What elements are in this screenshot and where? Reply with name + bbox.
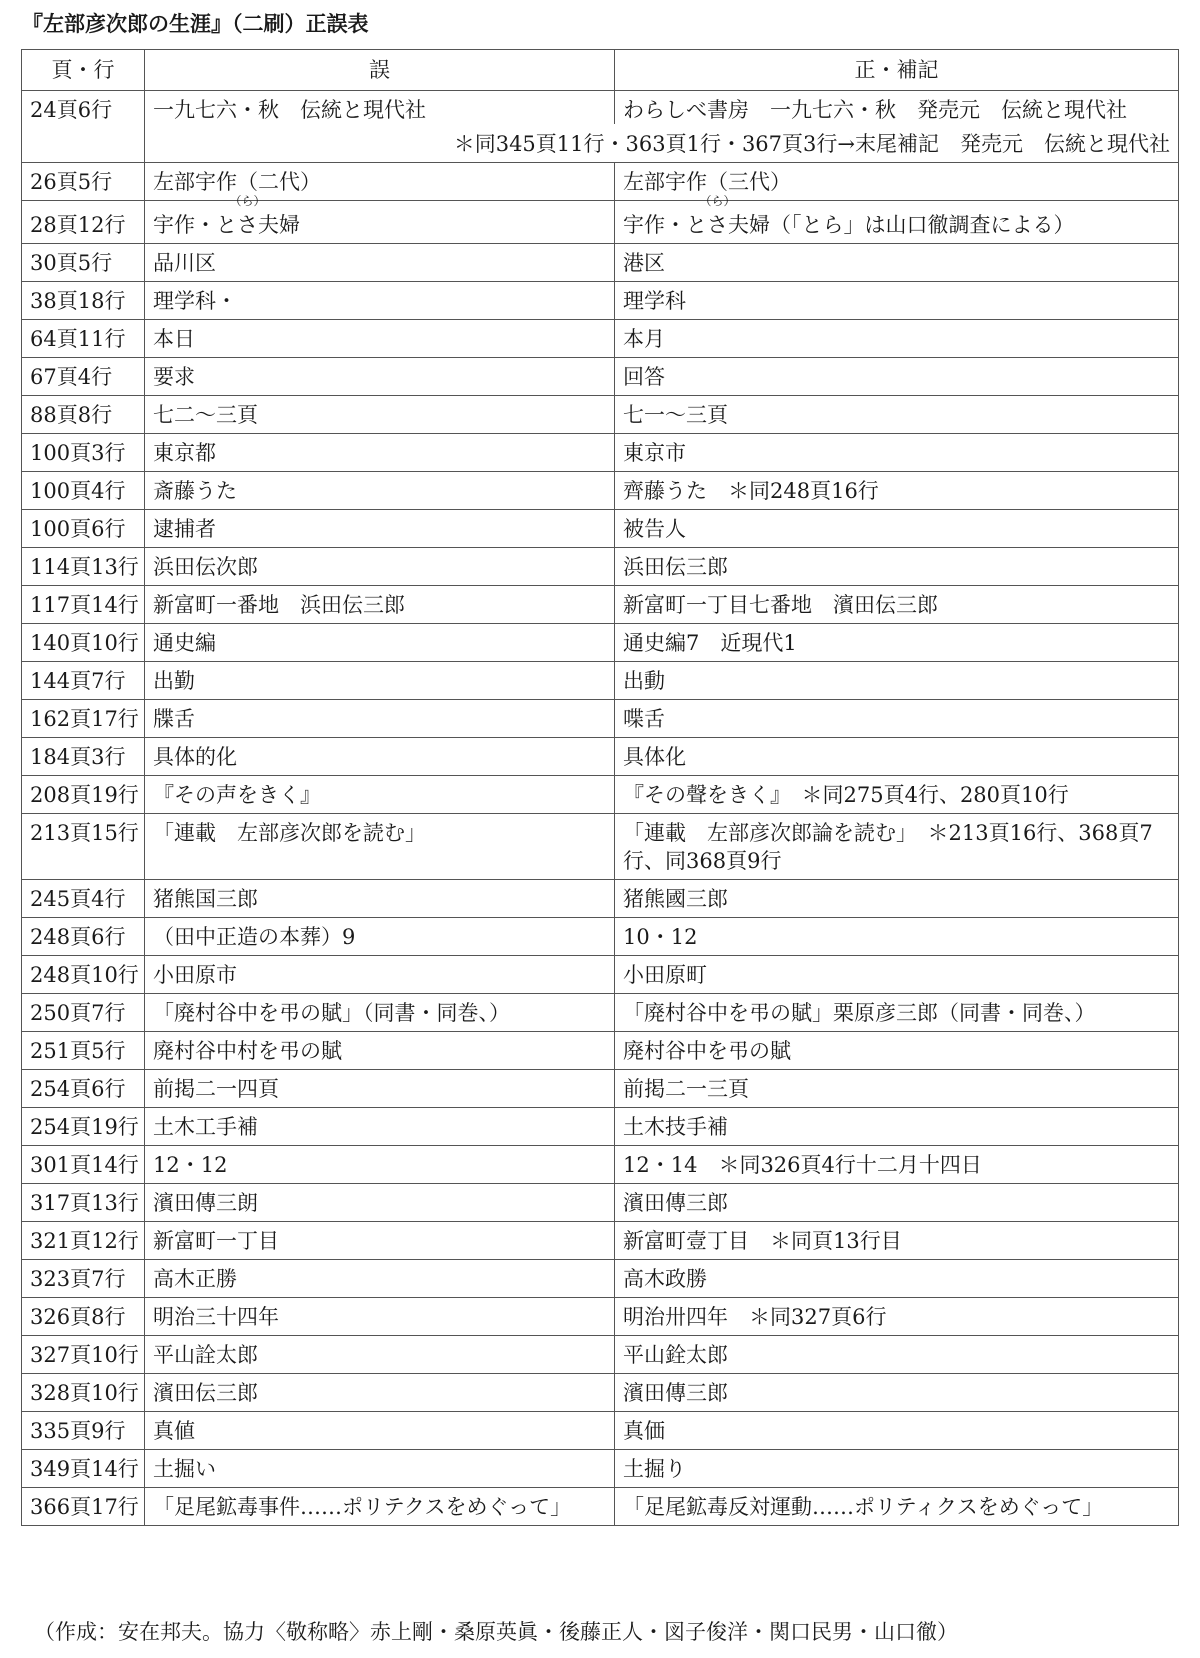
row-location: 140頁10行 (22, 624, 145, 662)
row-right: 濱田傳三郎 (615, 1184, 1179, 1222)
ruby-character (229, 194, 266, 239)
table-row (22, 396, 1179, 434)
wrong-text-pre: 宇作・と (153, 213, 237, 237)
row-location: 67頁4行 (22, 358, 145, 396)
row-right: 猪熊國三郎 (615, 880, 1179, 918)
row-wrong: 理学科・ (145, 282, 615, 320)
row-right: 濱田傳三郎 (615, 1374, 1179, 1412)
row-wrong: 左部宇作（二代） (145, 163, 615, 201)
table-row (22, 1488, 1179, 1526)
row-right: 廃村谷中を弔の賦 (615, 1032, 1179, 1070)
row-right (615, 194, 1179, 244)
wrong-text-post: 夫婦 (258, 213, 300, 237)
ruby-annotation: （ら） (699, 194, 736, 208)
table-row (22, 1260, 1179, 1298)
table-row (22, 163, 1179, 201)
row-right: 『その聲をきく』 ＊同275頁4行、280頁10行 (615, 776, 1179, 814)
row-wrong: （田中正造の本葬）9 (145, 918, 615, 956)
row-location: 335頁9行 (22, 1412, 145, 1450)
table-row (22, 1374, 1179, 1412)
row-wrong: 12・12 (145, 1146, 615, 1184)
row-location: 245頁4行 (22, 880, 145, 918)
row-location: 117頁14行 (22, 586, 145, 624)
row-location: 162頁17行 (22, 700, 145, 738)
table-row (22, 510, 1179, 548)
row-location: 100頁4行 (22, 472, 145, 510)
row-right: 平山銓太郎 (615, 1336, 1179, 1374)
row-wrong: 土掘い (145, 1450, 615, 1488)
table-row (22, 814, 1179, 880)
row-right: 七一〜三頁 (615, 396, 1179, 434)
row-right: 出動 (615, 662, 1179, 700)
table-row (22, 472, 1179, 510)
row-wrong: 浜田伝次郎 (145, 548, 615, 586)
table-row (22, 201, 1179, 244)
row-location: 38頁18行 (22, 282, 145, 320)
row-right: 「廃村谷中を弔の賦」栗原彦三郎（同書・同巻、） (615, 994, 1179, 1032)
row-right: 土掘り (615, 1450, 1179, 1488)
table-row (22, 548, 1179, 586)
errata-table (21, 49, 1179, 1526)
row-right: 浜田伝三郎 (615, 548, 1179, 586)
row-wrong: 具体的化 (145, 738, 615, 776)
row-right: 土木技手補 (615, 1108, 1179, 1146)
row-location: 250頁7行 (22, 994, 145, 1032)
row-wrong: 通史編 (145, 624, 615, 662)
table-row (22, 1108, 1179, 1146)
row-location: 321頁12行 (22, 1222, 145, 1260)
row-location: 30頁5行 (22, 244, 145, 282)
row-wrong: 猪熊国三郎 (145, 880, 615, 918)
row-wrong: 逮捕者 (145, 510, 615, 548)
table-row (22, 880, 1179, 918)
header-correction: 正・補記 (615, 50, 1179, 91)
row-location: 349頁14行 (22, 1450, 145, 1488)
table-row (22, 1298, 1179, 1336)
table-row (22, 1222, 1179, 1260)
row-wrong: 出勤 (145, 662, 615, 700)
table-row (22, 1336, 1179, 1374)
row-right: 通史編7 近現代1 (615, 624, 1179, 662)
row-right: 齊藤うた ＊同248頁16行 (615, 472, 1179, 510)
table-row (22, 1184, 1179, 1222)
row-wrong: 高木正勝 (145, 1260, 615, 1298)
right-text-pre: 宇作・と (623, 213, 707, 237)
row-wrong: 「連載 左部彦次郎を読む」 (145, 814, 615, 880)
row-location: 88頁8行 (22, 396, 145, 434)
row-right: 高木政勝 (615, 1260, 1179, 1298)
row-wrong: 小田原市 (145, 956, 615, 994)
ruby-base: さ (707, 213, 728, 237)
row-location: 24頁6行 (22, 91, 145, 163)
row-location: 327頁10行 (22, 1336, 145, 1374)
row-location: 326頁8行 (22, 1298, 145, 1336)
row-wrong: 本日 (145, 320, 615, 358)
table-header-row (22, 50, 1179, 91)
table-row (22, 358, 1179, 396)
row-wrong: 新富町一丁目 (145, 1222, 615, 1260)
header-error: 誤 (145, 50, 615, 91)
row-location: 208頁19行 (22, 776, 145, 814)
row-wrong: 明治三十四年 (145, 1298, 615, 1336)
header-location: 頁・行 (22, 50, 145, 91)
row-location: 301頁14行 (22, 1146, 145, 1184)
row-location: 323頁7行 (22, 1260, 145, 1298)
table-row (22, 738, 1179, 776)
row-right: 12・14 ＊同326頁4行十二月十四日 (615, 1146, 1179, 1184)
row-right: 本月 (615, 320, 1179, 358)
table-row (22, 1070, 1179, 1108)
table-row (22, 700, 1179, 738)
row-location: 248頁6行 (22, 918, 145, 956)
row-right: 具体化 (615, 738, 1179, 776)
table-row (22, 282, 1179, 320)
row-wrong: 真値 (145, 1412, 615, 1450)
credits-footer: （作成：安在邦夫。協力〈敬称略〉赤上剛・桑原英眞・後藤正人・図子俊洋・関口民男・山口徹） (34, 1620, 958, 1644)
row-right: 「連載 左部彦次郎論を読む」 ＊213頁16行、368頁7行、同368頁9行 (615, 814, 1179, 880)
row-wrong: 品川区 (145, 244, 615, 282)
row-location: 254頁6行 (22, 1070, 145, 1108)
row-merged-cell (145, 91, 1179, 163)
row-wrong: 東京都 (145, 434, 615, 472)
row-wrong: 七二〜三頁 (145, 396, 615, 434)
row-location: 328頁10行 (22, 1374, 145, 1412)
row-wrong: 要求 (145, 358, 615, 396)
table-row (22, 586, 1179, 624)
row-wrong: 新富町一番地 浜田伝三郎 (145, 586, 615, 624)
table-row (22, 1412, 1179, 1450)
row-wrong: 前掲二一四頁 (145, 1070, 615, 1108)
ruby-character (699, 194, 736, 239)
row-wrong: 濱田傳三朗 (145, 1184, 615, 1222)
row-wrong: 『その声をきく』 (145, 776, 615, 814)
row-location: 254頁19行 (22, 1108, 145, 1146)
ruby-annotation: （ら） (229, 194, 266, 208)
row-right: 港区 (615, 244, 1179, 282)
row-location: 114頁13行 (22, 548, 145, 586)
row-location: 64頁11行 (22, 320, 145, 358)
table-row (22, 662, 1179, 700)
table-row (22, 320, 1179, 358)
table-row (22, 776, 1179, 814)
table-row (22, 1032, 1179, 1070)
row-location: 251頁5行 (22, 1032, 145, 1070)
table-row (22, 1450, 1179, 1488)
row-wrong: 「廃村谷中を弔の賦」（同書・同巻、） (145, 994, 615, 1032)
table-row (22, 244, 1179, 282)
row-wrong: 土木工手補 (145, 1108, 615, 1146)
row-right: 前掲二一三頁 (615, 1070, 1179, 1108)
row-location: 317頁13行 (22, 1184, 145, 1222)
row-location: 184頁3行 (22, 738, 145, 776)
row-right: 新富町一丁目七番地 濱田伝三郎 (615, 586, 1179, 624)
row-wrong: 一九七六・秋 伝統と現代社 (145, 91, 615, 124)
row-location: 100頁3行 (22, 434, 145, 472)
row-right: 東京市 (615, 434, 1179, 472)
row-location: 248頁10行 (22, 956, 145, 994)
row-right: 新富町壹丁目 ＊同頁13行目 (615, 1222, 1179, 1260)
table-row (22, 91, 1179, 163)
row-wrong: 廃村谷中村を弔の賦 (145, 1032, 615, 1070)
row-location: 28頁12行 (22, 201, 145, 244)
row-right: 回答 (615, 358, 1179, 396)
document-title: 『左部彦次郎の生涯』（二刷）正誤表 (22, 12, 369, 36)
row-wrong: 牒舌 (145, 700, 615, 738)
row-right: 明治卅四年 ＊同327頁6行 (615, 1298, 1179, 1336)
row-wrong: 濱田伝三郎 (145, 1374, 615, 1412)
table-row (22, 434, 1179, 472)
table-row (22, 1146, 1179, 1184)
table-row (22, 956, 1179, 994)
row-right: 10・12 (615, 918, 1179, 956)
row-location: 26頁5行 (22, 163, 145, 201)
row-wrong: 斎藤うた (145, 472, 615, 510)
row-location: 100頁6行 (22, 510, 145, 548)
row-right: 真価 (615, 1412, 1179, 1450)
row-right: 喋舌 (615, 700, 1179, 738)
ruby-base: さ (237, 213, 258, 237)
table-row (22, 624, 1179, 662)
table-row (22, 994, 1179, 1032)
row-right: 小田原町 (615, 956, 1179, 994)
row-right: 被告人 (615, 510, 1179, 548)
row-location: 366頁17行 (22, 1488, 145, 1526)
row-wrong: 「足尾鉱毒事件……ポリテクスをめぐって」 (145, 1488, 615, 1526)
right-text-post: 夫婦（「とら」は山口徹調査による） (728, 213, 1075, 237)
row-right: わらしべ書房 一九七六・秋 発売元 伝統と現代社 (623, 98, 1127, 122)
row-location: 144頁7行 (22, 662, 145, 700)
row-wrong (145, 194, 615, 244)
row-note: ＊同345頁11行・363頁1行・367頁3行→末尾補記 発売元 伝統と現代社 (453, 132, 1170, 156)
row-right: 理学科 (615, 282, 1179, 320)
row-right: 「足尾鉱毒反対運動……ポリティクスをめぐって」 (615, 1488, 1179, 1526)
table-row (22, 918, 1179, 956)
row-right: 左部宇作（三代） (615, 163, 1179, 201)
row-location: 213頁15行 (22, 814, 145, 880)
row-wrong: 平山詮太郎 (145, 1336, 615, 1374)
